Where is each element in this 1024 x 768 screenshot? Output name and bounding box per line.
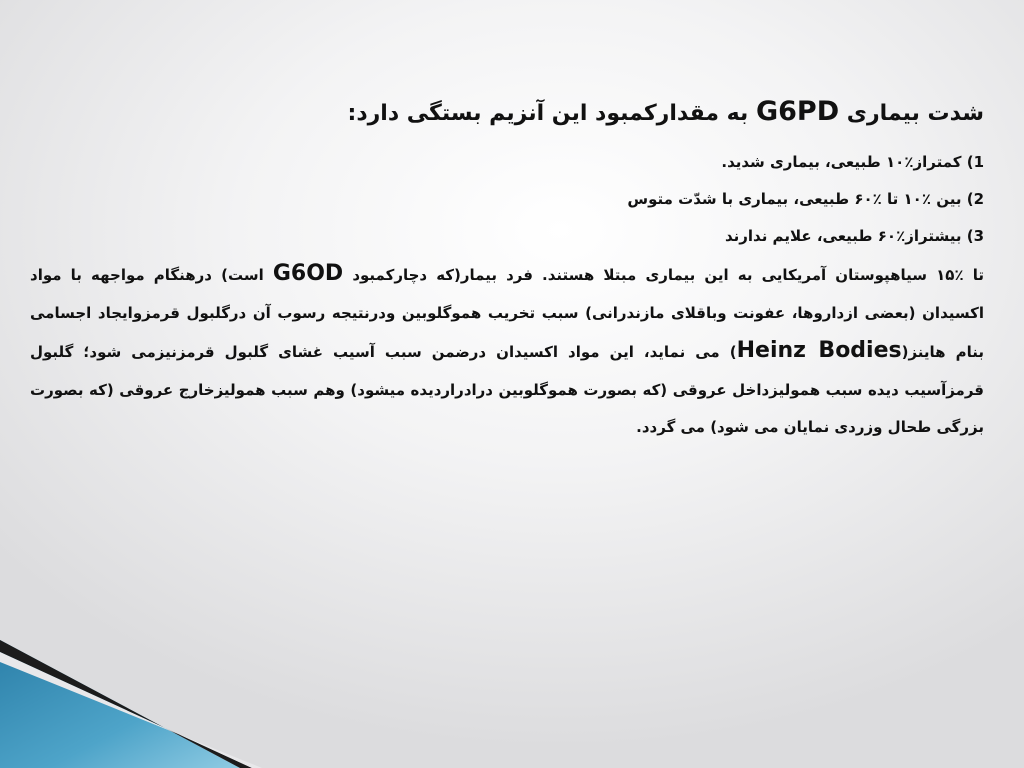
para-term-g6od: G6OD xyxy=(272,261,344,286)
para-text-3: ) می نماید، این مواد اکسیدان درضمن سبب آسیب غشای گلبول قرمزنیزمی شود؛ گلبول قرمزآسیب دیده سبب همولیزداخل عروقی (که بصورت هموگلوبین درادراردیده میشود) وهم سبب همولیزخارج عروقی (که بصورت بزرگی طحال وزردی نمایان می شود) می گردد. xyxy=(30,343,984,436)
para-text-2: است) درهنگام مواجهه با مواد اکسیدان (بعضی ازداروها، عفونت وباقلای مازندرانی) سبب تخریب هموگلوبین ودرنتیجه رسوب آن درگلبول قرمزوایجاد اجسامی بنام هاینز( xyxy=(30,266,984,361)
title-prefix: شدت بیماری xyxy=(846,101,984,126)
body-paragraph xyxy=(30,255,984,447)
slide-title xyxy=(30,92,984,134)
slide-content xyxy=(30,92,984,447)
title-suffix: به مقدارکمبود این آنزیم بستگی دارد: xyxy=(347,101,749,126)
para-text-1: تا ٪۱۵ سیاهپوستان آمریکایی به این بیماری مبتلا هستند. فرد بیمار(که دچارکمبود xyxy=(352,266,984,284)
title-term: G6PD xyxy=(755,96,840,127)
list-item-2: 2) بین ٪۱۰ تا ٪۶۰ طبیعی، بیماری با شدّت متوس xyxy=(627,190,984,208)
list-item-1: 1) کمتراز٪۱۰ طبیعی، بیماری شدید. xyxy=(721,153,984,171)
list-item-3: 3) بیشتراز٪۶۰ طبیعی، علایم ندارند xyxy=(724,227,984,245)
para-term-heinz: Heinz Bodies xyxy=(736,338,902,363)
